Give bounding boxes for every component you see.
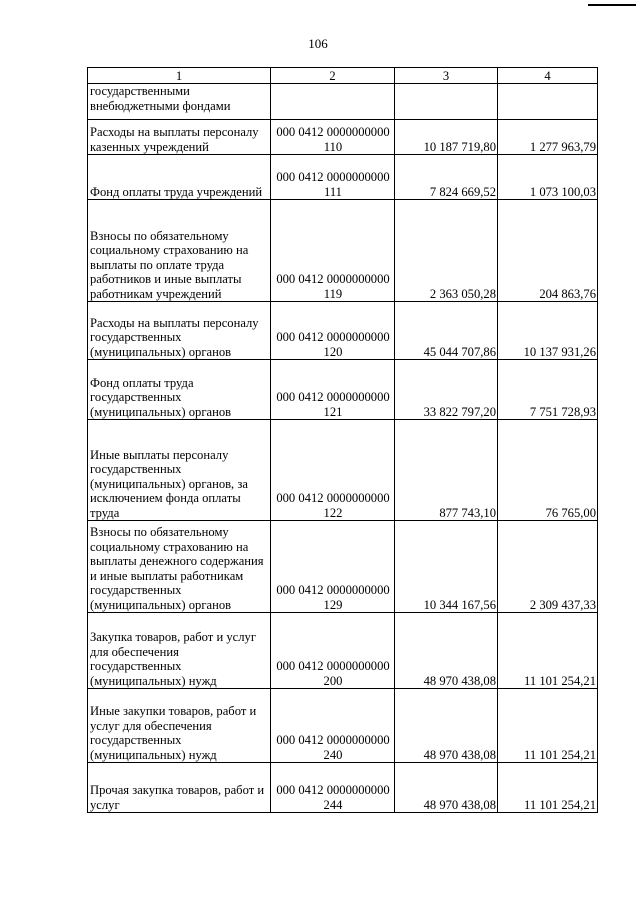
table-row [88, 689, 598, 763]
row-code: 000 0412 0000000000 110 [271, 120, 395, 155]
row-code: 000 0412 0000000000 200 [271, 613, 395, 689]
table-row [88, 302, 598, 360]
row-code: 000 0412 0000000000 122 [271, 420, 395, 521]
table-body [88, 84, 598, 813]
row-fact-value: 11 101 254,21 [498, 763, 598, 813]
row-code [271, 84, 395, 120]
page-number: 106 [308, 36, 328, 51]
column-header-2: 2 [271, 68, 395, 84]
row-name: Расходы на выплаты персоналу государственных (муниципальных) органов [88, 302, 271, 360]
row-plan-value: 33 822 797,20 [395, 360, 498, 420]
row-plan-value: 48 970 438,08 [395, 613, 498, 689]
row-fact-value: 1 073 100,03 [498, 155, 598, 200]
row-code: 000 0412 0000000000 120 [271, 302, 395, 360]
row-fact-value: 7 751 728,93 [498, 360, 598, 420]
table-row [88, 763, 598, 813]
row-plan-value: 48 970 438,08 [395, 689, 498, 763]
row-code: 000 0412 0000000000 240 [271, 689, 395, 763]
row-fact-value: 10 137 931,26 [498, 302, 598, 360]
table-row [88, 420, 598, 521]
row-name: государственными внебюджетными фондами [88, 84, 271, 120]
table-row [88, 84, 598, 120]
row-fact-value: 11 101 254,21 [498, 613, 598, 689]
table-row [88, 521, 598, 613]
row-name: Фонд оплаты труда учреждений [88, 155, 271, 200]
row-name: Закупка товаров, работ и услуг для обеспечения государственных (муниципальных) нужд [88, 613, 271, 689]
row-name: Расходы на выплаты персоналу казенных учреждений [88, 120, 271, 155]
table-row [88, 360, 598, 420]
header-row [88, 68, 598, 84]
row-plan-value [395, 84, 498, 120]
budget-table [87, 67, 598, 813]
row-fact-value [498, 84, 598, 120]
column-header-3: 3 [395, 68, 498, 84]
row-plan-value: 2 363 050,28 [395, 200, 498, 302]
row-name: Иные закупки товаров, работ и услуг для обеспечения государственных (муниципальных) нужд [88, 689, 271, 763]
row-code: 000 0412 0000000000 119 [271, 200, 395, 302]
row-fact-value: 76 765,00 [498, 420, 598, 521]
row-plan-value: 7 824 669,52 [395, 155, 498, 200]
table-row [88, 613, 598, 689]
column-header-1: 1 [88, 68, 271, 84]
row-plan-value: 10 344 167,56 [395, 521, 498, 613]
table-row [88, 120, 598, 155]
row-plan-value: 877 743,10 [395, 420, 498, 521]
row-code: 000 0412 0000000000 244 [271, 763, 395, 813]
row-fact-value: 204 863,76 [498, 200, 598, 302]
row-plan-value: 45 044 707,86 [395, 302, 498, 360]
row-name: Взносы по обязательному социальному страхованию на выплаты по оплате труда работников и иные выплаты работникам учреждений [88, 200, 271, 302]
corner-mark [588, 4, 636, 7]
table-row [88, 200, 598, 302]
row-code: 000 0412 0000000000 129 [271, 521, 395, 613]
row-fact-value: 2 309 437,33 [498, 521, 598, 613]
row-name: Фонд оплаты труда государственных (муниципальных) органов [88, 360, 271, 420]
row-name: Взносы по обязательному социальному страхованию на выплаты денежного содержания и иные выплаты работникам государственных (муниципальных) органов [88, 521, 271, 613]
row-plan-value: 10 187 719,80 [395, 120, 498, 155]
table-row [88, 155, 598, 200]
row-fact-value: 1 277 963,79 [498, 120, 598, 155]
column-header-4: 4 [498, 68, 598, 84]
row-name: Иные выплаты персоналу государственных (муниципальных) органов, за исключением фонда оплаты труда [88, 420, 271, 521]
row-name: Прочая закупка товаров, работ и услуг [88, 763, 271, 813]
row-code: 000 0412 0000000000 121 [271, 360, 395, 420]
row-fact-value: 11 101 254,21 [498, 689, 598, 763]
row-code: 000 0412 0000000000 111 [271, 155, 395, 200]
row-plan-value: 48 970 438,08 [395, 763, 498, 813]
